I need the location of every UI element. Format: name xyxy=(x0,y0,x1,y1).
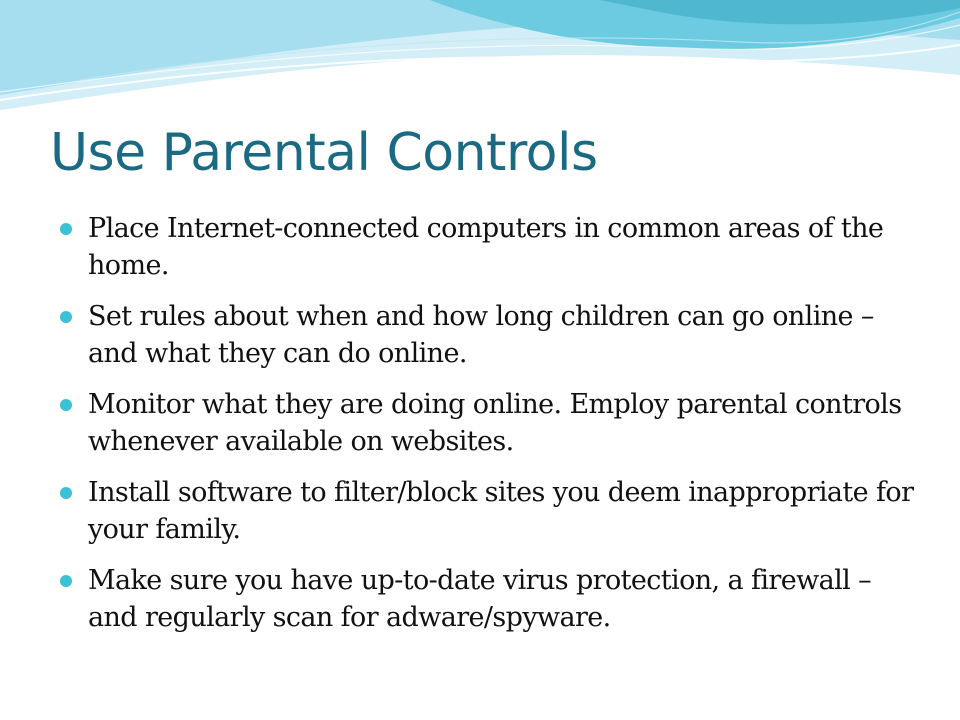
bullet-text: Monitor what they are doing online. Employ parental controls whenever available on websites. xyxy=(88,389,902,457)
bullet-text: Set rules about when and how long children can go online – and what they can do online. xyxy=(88,301,874,369)
bullet-item xyxy=(58,386,918,460)
bullet-text: Install software to filter/block sites you deem inappropriate for your family. xyxy=(88,477,914,545)
bullet-marker-icon xyxy=(60,575,72,587)
bullet-marker-icon xyxy=(60,399,72,411)
slide-title: Use Parental Controls xyxy=(50,123,598,183)
bullet-text: Make sure you have up-to-date virus protection, a firewall – and regularly scan for adware/spyware. xyxy=(88,565,872,633)
bullet-item xyxy=(58,474,918,548)
bullet-item xyxy=(58,210,918,284)
header-wave-decoration xyxy=(0,0,960,120)
bullet-text: Place Internet-connected computers in common areas of the home. xyxy=(88,213,884,281)
bullet-marker-icon xyxy=(60,487,72,499)
bullet-item xyxy=(58,562,918,636)
bullet-list xyxy=(58,210,918,650)
bullet-marker-icon xyxy=(60,223,72,235)
bullet-item xyxy=(58,298,918,372)
bullet-marker-icon xyxy=(60,311,72,323)
